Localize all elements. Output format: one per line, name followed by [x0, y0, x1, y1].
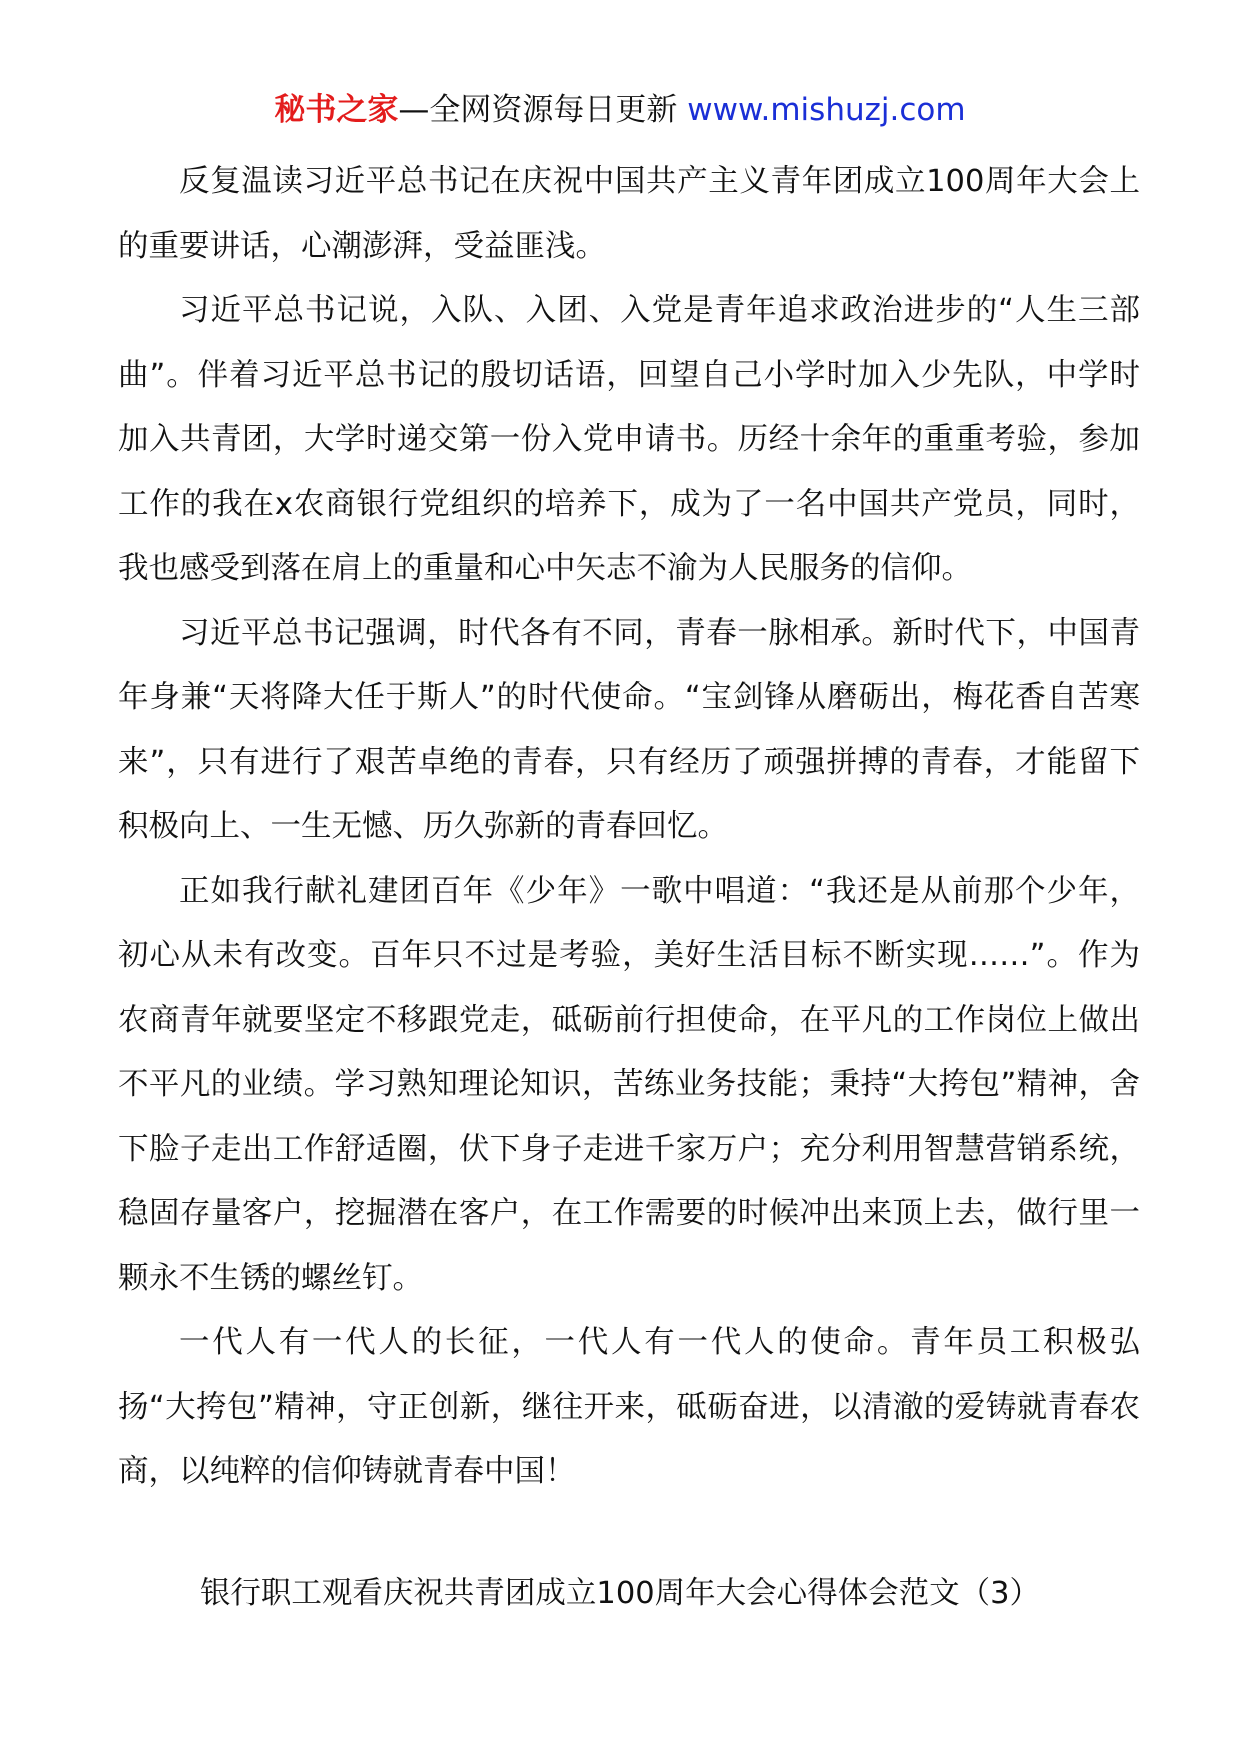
paragraph-4: 正如我行献礼建团百年《少年》一歌中唱道：“我还是从前那个少年，初心从未有改变。百年只不过是考验，美好生活目标不断实现……”。作为农商青年就要坚定不移跟党走，砥砺前行担使命，在平凡的工作岗位上做出不平凡的业绩。学习熟知理论知识，苦练业务技能；秉持“大挎包”精神，舍下脸子走出工作舒适圈，伏下身子走进千家万户；充分利用智慧营销系统，稳固存量客户，挖掘潜在客户，在工作需要的时候冲出来顶上去，做行里一颗永不生锈的螺丝钉。 — [118, 873, 1140, 1296]
paragraph-1: 反复温读习近平总书记在庆祝中国共产主义青年团成立100周年大会上的重要讲话，心潮澎湃，受益匪浅。 — [118, 164, 1140, 264]
paragraph-3: 习近平总书记强调，时代各有不同，青春一脉相承。新时代下，中国青年身兼“天将降大任于斯人”的时代使命。“宝剑锋从磨砺出，梅花香自苦寒来”，只有进行了艰苦卓绝的青春，只有经历了顽强拼搏的青春，才能留下积极向上、一生无憾、历久弥新的青春回忆。 — [118, 615, 1140, 844]
paragraph-2: 习近平总书记说，入队、入团、入党是青年追求政治进步的“人生三部曲”。伴着习近平总书记的殷切话语，回望自己小学时加入少先队，中学时加入共青团，大学时递交第一份入党申请书。历经十余年的重重考验，参加工作的我在x农商银行党组织的培养下，成为了一名中国共产党员，同时，我也感受到落在肩上的重量和心中矢志不渝为人民服务的信仰。 — [118, 293, 1140, 586]
next-article-title: 银行职工观看庆祝共青团成立100周年大会心得体会范文（3） — [199, 1576, 1041, 1611]
site-brand: 秘书之家 — [274, 92, 399, 128]
article-body — [118, 150, 1140, 1505]
paragraph-5: 一代人有一代人的长征，一代人有一代人的使命。青年员工积极弘扬“大挎包”精神，守正创新，继往开来，砥砺奋进，以清澈的爱铸就青春农商，以纯粹的信仰铸就青春中国！ — [118, 1325, 1140, 1489]
site-header — [0, 88, 1240, 132]
site-url-link[interactable]: www.mishuzj.com — [687, 92, 966, 128]
site-tagline: —全网资源每日更新 — [398, 92, 688, 128]
